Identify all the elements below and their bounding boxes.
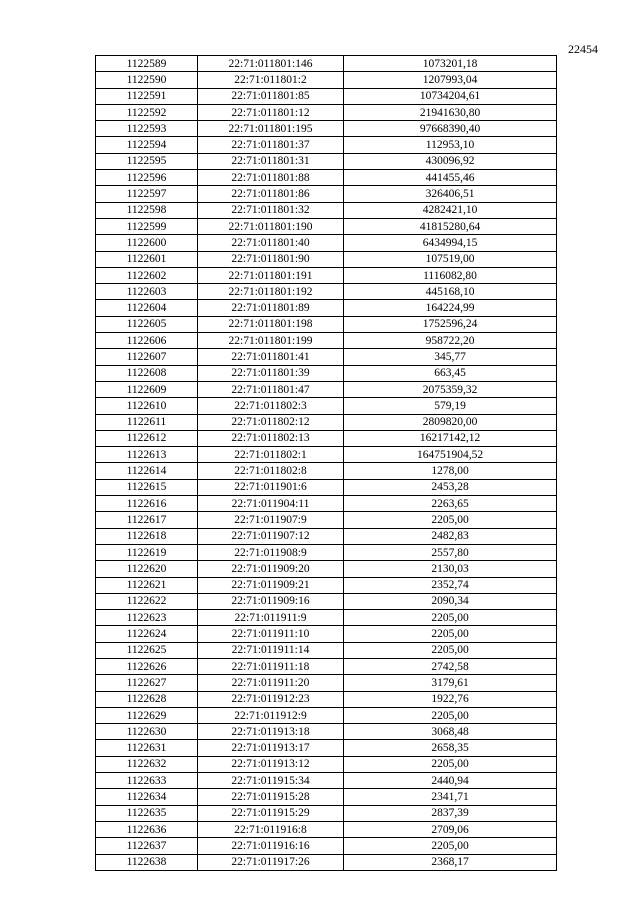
row-number-cell: 1122613 <box>96 447 198 463</box>
value-cell: 2205,00 <box>344 756 557 772</box>
value-cell: 2368,17 <box>344 854 557 870</box>
cadastral-number-cell: 22:71:011801:89 <box>198 300 344 316</box>
cadastral-number-cell: 22:71:011802:3 <box>198 398 344 414</box>
cadastral-number-cell: 22:71:011801:198 <box>198 316 344 332</box>
table-row <box>96 561 557 577</box>
row-number-cell: 1122631 <box>96 740 198 756</box>
table-row <box>96 153 557 169</box>
value-cell: 2341,71 <box>344 789 557 805</box>
row-number-cell: 1122633 <box>96 773 198 789</box>
table-row <box>96 381 557 397</box>
row-number-cell: 1122619 <box>96 544 198 560</box>
cadastral-number-cell: 22:71:011801:85 <box>198 88 344 104</box>
value-cell: 2557,80 <box>344 544 557 560</box>
value-cell: 3068,48 <box>344 724 557 740</box>
value-cell: 1278,00 <box>344 463 557 479</box>
table-row <box>96 170 557 186</box>
table-row <box>96 789 557 805</box>
table-row <box>96 740 557 756</box>
row-number-cell: 1122607 <box>96 349 198 365</box>
cadastral-number-cell: 22:71:011913:18 <box>198 724 344 740</box>
cadastral-number-cell: 22:71:011801:195 <box>198 121 344 137</box>
table-row <box>96 300 557 316</box>
cadastral-number-cell: 22:71:011801:47 <box>198 381 344 397</box>
value-cell: 2090,34 <box>344 593 557 609</box>
cadastral-number-cell: 22:71:011916:16 <box>198 838 344 854</box>
cadastral-number-cell: 22:71:011901:6 <box>198 479 344 495</box>
value-cell: 2205,00 <box>344 626 557 642</box>
cadastral-number-cell: 22:71:011909:16 <box>198 593 344 609</box>
value-cell: 41815280,64 <box>344 218 557 234</box>
cadastral-number-cell: 22:71:011908:9 <box>198 544 344 560</box>
table-row <box>96 218 557 234</box>
table-row <box>96 496 557 512</box>
value-cell: 1116082,80 <box>344 267 557 283</box>
table-row <box>96 56 557 72</box>
row-number-cell: 1122609 <box>96 381 198 397</box>
table-row <box>96 251 557 267</box>
value-cell: 1922,76 <box>344 691 557 707</box>
value-cell: 107519,00 <box>344 251 557 267</box>
cadastral-number-cell: 22:71:011801:31 <box>198 153 344 169</box>
row-number-cell: 1122611 <box>96 414 198 430</box>
row-number-cell: 1122608 <box>96 365 198 381</box>
row-number-cell: 1122591 <box>96 88 198 104</box>
table-row <box>96 235 557 251</box>
cadastral-number-cell: 22:71:011801:40 <box>198 235 344 251</box>
cadastral-number-cell: 22:71:011912:9 <box>198 707 344 723</box>
row-number-cell: 1122597 <box>96 186 198 202</box>
cadastral-number-cell: 22:71:011801:86 <box>198 186 344 202</box>
row-number-cell: 1122593 <box>96 121 198 137</box>
table-row <box>96 267 557 283</box>
row-number-cell: 1122618 <box>96 528 198 544</box>
table-row <box>96 512 557 528</box>
value-cell: 6434994,15 <box>344 235 557 251</box>
value-cell: 1752596,24 <box>344 316 557 332</box>
table-row <box>96 707 557 723</box>
value-cell: 441455,46 <box>344 170 557 186</box>
cadastral-number-cell: 22:71:011911:14 <box>198 642 344 658</box>
cadastral-number-cell: 22:71:011907:9 <box>198 512 344 528</box>
table-row <box>96 104 557 120</box>
table-row <box>96 756 557 772</box>
row-number-cell: 1122605 <box>96 316 198 332</box>
cadastral-number-cell: 22:71:011801:41 <box>198 349 344 365</box>
value-cell: 1073201,18 <box>344 56 557 72</box>
table-row <box>96 626 557 642</box>
cadastral-number-cell: 22:71:011801:191 <box>198 267 344 283</box>
row-number-cell: 1122610 <box>96 398 198 414</box>
value-cell: 2482,83 <box>344 528 557 544</box>
value-cell: 2809820,00 <box>344 414 557 430</box>
value-cell: 958722,20 <box>344 333 557 349</box>
value-cell: 2658,35 <box>344 740 557 756</box>
table-row <box>96 838 557 854</box>
row-number-cell: 1122626 <box>96 658 198 674</box>
table-row <box>96 186 557 202</box>
row-number-cell: 1122598 <box>96 202 198 218</box>
table-row <box>96 398 557 414</box>
cadastral-number-cell: 22:71:011912:23 <box>198 691 344 707</box>
value-cell: 1207993,04 <box>344 72 557 88</box>
value-cell: 3179,61 <box>344 675 557 691</box>
table-row <box>96 805 557 821</box>
value-cell: 2709,06 <box>344 821 557 837</box>
cadastral-number-cell: 22:71:011915:29 <box>198 805 344 821</box>
table-row <box>96 430 557 446</box>
table-row <box>96 414 557 430</box>
row-number-cell: 1122632 <box>96 756 198 772</box>
value-cell: 10734204,61 <box>344 88 557 104</box>
table-row <box>96 365 557 381</box>
table-row <box>96 821 557 837</box>
row-number-cell: 1122596 <box>96 170 198 186</box>
row-number-cell: 1122627 <box>96 675 198 691</box>
cadastral-number-cell: 22:71:011913:12 <box>198 756 344 772</box>
row-number-cell: 1122622 <box>96 593 198 609</box>
cadastral-number-cell: 22:71:011911:18 <box>198 658 344 674</box>
value-cell: 2352,74 <box>344 577 557 593</box>
value-cell: 2130,03 <box>344 561 557 577</box>
value-cell: 2263,65 <box>344 496 557 512</box>
cadastral-number-cell: 22:71:011801:146 <box>198 56 344 72</box>
table-row <box>96 202 557 218</box>
table-row <box>96 349 557 365</box>
row-number-cell: 1122625 <box>96 642 198 658</box>
row-number-cell: 1122604 <box>96 300 198 316</box>
cadastral-number-cell: 22:71:011802:1 <box>198 447 344 463</box>
cadastral-number-cell: 22:71:011911:10 <box>198 626 344 642</box>
row-number-cell: 1122637 <box>96 838 198 854</box>
cadastral-number-cell: 22:71:011802:12 <box>198 414 344 430</box>
table-row <box>96 773 557 789</box>
cadastral-number-cell: 22:71:011801:37 <box>198 137 344 153</box>
row-number-cell: 1122620 <box>96 561 198 577</box>
cadastral-number-cell: 22:71:011913:17 <box>198 740 344 756</box>
row-number-cell: 1122589 <box>96 56 198 72</box>
value-cell: 2075359,32 <box>344 381 557 397</box>
value-cell: 2205,00 <box>344 838 557 854</box>
table-row <box>96 610 557 626</box>
row-number-cell: 1122612 <box>96 430 198 446</box>
value-cell: 164751904,52 <box>344 447 557 463</box>
table-row <box>96 479 557 495</box>
table-row <box>96 724 557 740</box>
cadastral-number-cell: 22:71:011915:28 <box>198 789 344 805</box>
page-number: 22454 <box>568 42 598 56</box>
value-cell: 2205,00 <box>344 512 557 528</box>
cadastral-number-cell: 22:71:011916:8 <box>198 821 344 837</box>
table-row <box>96 658 557 674</box>
row-number-cell: 1122601 <box>96 251 198 267</box>
value-cell: 579,19 <box>344 398 557 414</box>
table-row <box>96 88 557 104</box>
row-number-cell: 1122600 <box>96 235 198 251</box>
table-row <box>96 577 557 593</box>
cadastral-value-table <box>95 55 557 871</box>
cadastral-number-cell: 22:71:011801:199 <box>198 333 344 349</box>
cadastral-number-cell: 22:71:011801:88 <box>198 170 344 186</box>
row-number-cell: 1122621 <box>96 577 198 593</box>
row-number-cell: 1122629 <box>96 707 198 723</box>
cadastral-number-cell: 22:71:011802:13 <box>198 430 344 446</box>
table-row <box>96 463 557 479</box>
row-number-cell: 1122628 <box>96 691 198 707</box>
value-cell: 2742,58 <box>344 658 557 674</box>
table-row <box>96 675 557 691</box>
cadastral-number-cell: 22:71:011801:192 <box>198 284 344 300</box>
cadastral-number-cell: 22:71:011915:34 <box>198 773 344 789</box>
row-number-cell: 1122623 <box>96 610 198 626</box>
value-cell: 2205,00 <box>344 610 557 626</box>
table-row <box>96 544 557 560</box>
value-cell: 345,77 <box>344 349 557 365</box>
value-cell: 2205,00 <box>344 707 557 723</box>
value-cell: 16217142,12 <box>344 430 557 446</box>
row-number-cell: 1122624 <box>96 626 198 642</box>
table-row <box>96 447 557 463</box>
cadastral-number-cell: 22:71:011909:21 <box>198 577 344 593</box>
value-cell: 2440,94 <box>344 773 557 789</box>
cadastral-number-cell: 22:71:011909:20 <box>198 561 344 577</box>
cadastral-number-cell: 22:71:011802:8 <box>198 463 344 479</box>
row-number-cell: 1122592 <box>96 104 198 120</box>
cadastral-number-cell: 22:71:011911:9 <box>198 610 344 626</box>
cadastral-number-cell: 22:71:011904:11 <box>198 496 344 512</box>
value-cell: 21941630,80 <box>344 104 557 120</box>
cadastral-number-cell: 22:71:011801:2 <box>198 72 344 88</box>
table-row <box>96 593 557 609</box>
value-cell: 2205,00 <box>344 642 557 658</box>
cadastral-number-cell: 22:71:011801:32 <box>198 202 344 218</box>
table-row <box>96 284 557 300</box>
row-number-cell: 1122603 <box>96 284 198 300</box>
cadastral-number-cell: 22:71:011801:90 <box>198 251 344 267</box>
value-cell: 2837,39 <box>344 805 557 821</box>
cadastral-number-cell: 22:71:011801:12 <box>198 104 344 120</box>
table-row <box>96 642 557 658</box>
cadastral-number-cell: 22:71:011907:12 <box>198 528 344 544</box>
row-number-cell: 1122590 <box>96 72 198 88</box>
row-number-cell: 1122615 <box>96 479 198 495</box>
table-row <box>96 137 557 153</box>
value-cell: 164224,99 <box>344 300 557 316</box>
row-number-cell: 1122606 <box>96 333 198 349</box>
cadastral-number-cell: 22:71:011801:190 <box>198 218 344 234</box>
row-number-cell: 1122636 <box>96 821 198 837</box>
cadastral-number-cell: 22:71:011801:39 <box>198 365 344 381</box>
value-cell: 4282421,10 <box>344 202 557 218</box>
value-cell: 445168,10 <box>344 284 557 300</box>
row-number-cell: 1122595 <box>96 153 198 169</box>
value-cell: 663,45 <box>344 365 557 381</box>
value-cell: 326406,51 <box>344 186 557 202</box>
value-cell: 430096,92 <box>344 153 557 169</box>
row-number-cell: 1122617 <box>96 512 198 528</box>
table-row <box>96 691 557 707</box>
cadastral-number-cell: 22:71:011917:26 <box>198 854 344 870</box>
value-cell: 112953,10 <box>344 137 557 153</box>
row-number-cell: 1122602 <box>96 267 198 283</box>
row-number-cell: 1122599 <box>96 218 198 234</box>
value-cell: 2453,28 <box>344 479 557 495</box>
table-row <box>96 333 557 349</box>
table-row <box>96 316 557 332</box>
value-cell: 97668390,40 <box>344 121 557 137</box>
row-number-cell: 1122594 <box>96 137 198 153</box>
cadastral-number-cell: 22:71:011911:20 <box>198 675 344 691</box>
table-row <box>96 121 557 137</box>
table-row <box>96 528 557 544</box>
table-row <box>96 72 557 88</box>
table-row <box>96 854 557 870</box>
table-body <box>96 56 557 871</box>
row-number-cell: 1122614 <box>96 463 198 479</box>
row-number-cell: 1122638 <box>96 854 198 870</box>
row-number-cell: 1122630 <box>96 724 198 740</box>
row-number-cell: 1122635 <box>96 805 198 821</box>
row-number-cell: 1122616 <box>96 496 198 512</box>
row-number-cell: 1122634 <box>96 789 198 805</box>
